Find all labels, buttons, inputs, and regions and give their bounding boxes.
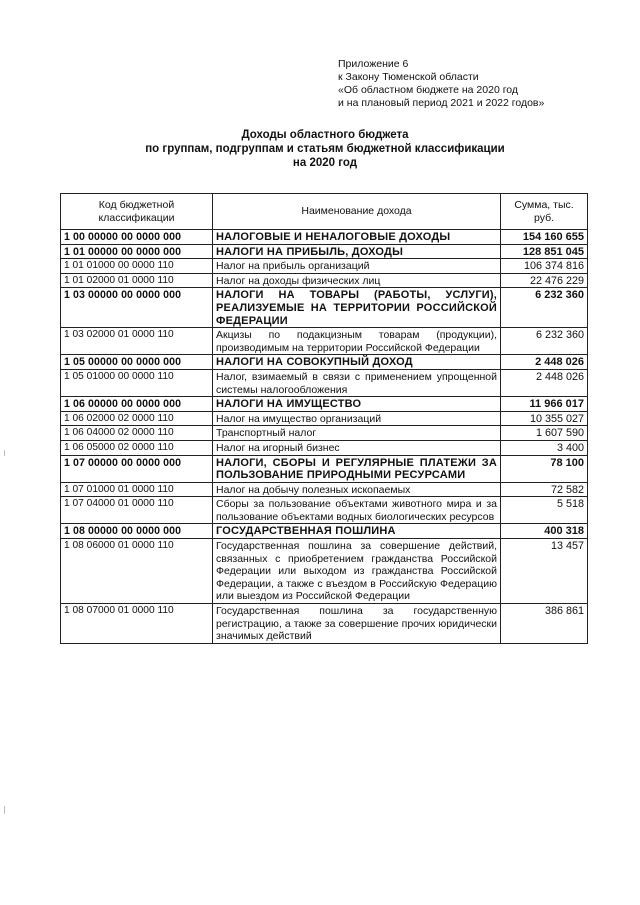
row-amount: 78 100 bbox=[501, 455, 588, 482]
title-line: на 2020 год bbox=[292, 157, 358, 169]
header-amount: Сумма, тыс. руб. bbox=[501, 194, 588, 230]
row-amount: 128 851 045 bbox=[501, 244, 588, 259]
row-code: 1 00 00000 00 0000 000 bbox=[61, 230, 213, 245]
row-code: 1 06 00000 00 0000 000 bbox=[61, 397, 213, 412]
row-amount: 154 160 655 bbox=[501, 230, 588, 245]
row-amount: 1 607 590 bbox=[501, 426, 588, 441]
appendix-line: Приложение 6 bbox=[338, 58, 409, 70]
row-code: 1 08 07000 01 0000 110 bbox=[61, 604, 213, 644]
row-name: Налог на прибыль организаций bbox=[213, 259, 501, 274]
document-title bbox=[60, 128, 590, 170]
title-line: Доходы областного бюджета bbox=[241, 129, 409, 141]
row-name: ГОСУДАРСТВЕННАЯ ПОШЛИНА bbox=[213, 524, 501, 539]
row-code: 1 01 00000 00 0000 000 bbox=[61, 244, 213, 259]
table-row bbox=[61, 411, 588, 426]
row-name: Налог на доходы физических лиц bbox=[213, 273, 501, 288]
row-code: 1 06 05000 02 0000 110 bbox=[61, 440, 213, 455]
row-name: НАЛОГИ НА СОВОКУПНЫЙ ДОХОД bbox=[213, 355, 501, 370]
row-amount: 11 966 017 bbox=[501, 397, 588, 412]
header-name: Наименование дохода bbox=[213, 194, 501, 230]
row-code: 1 03 00000 00 0000 000 bbox=[61, 288, 213, 328]
row-code: 1 05 00000 00 0000 000 bbox=[61, 355, 213, 370]
table-row bbox=[61, 539, 588, 604]
row-amount: 5 518 bbox=[501, 497, 588, 524]
scan-edge-mark-bottom bbox=[4, 806, 5, 814]
row-name: Налог на имущество организаций bbox=[213, 411, 501, 426]
row-name: Налог на добычу полезных ископаемых bbox=[213, 482, 501, 497]
row-name: НАЛОГОВЫЕ И НЕНАЛОГОВЫЕ ДОХОДЫ bbox=[213, 230, 501, 245]
appendix-line: «Об областном бюджете на 2020 год bbox=[338, 84, 519, 96]
table-row bbox=[61, 230, 588, 245]
table-header-row bbox=[61, 194, 588, 230]
table-row bbox=[61, 482, 588, 497]
table-row bbox=[61, 328, 588, 355]
row-amount: 6 232 360 bbox=[501, 328, 588, 355]
table-row bbox=[61, 244, 588, 259]
row-code: 1 07 00000 00 0000 000 bbox=[61, 455, 213, 482]
row-amount: 2 448 026 bbox=[501, 369, 588, 396]
table-row bbox=[61, 355, 588, 370]
header-code: Код бюджетной классификации bbox=[61, 194, 213, 230]
revenue-table bbox=[60, 193, 588, 644]
row-name: НАЛОГИ НА ИМУЩЕСТВО bbox=[213, 397, 501, 412]
row-code: 1 08 06000 01 0000 110 bbox=[61, 539, 213, 604]
row-amount: 13 457 bbox=[501, 539, 588, 604]
row-amount: 22 476 229 bbox=[501, 273, 588, 288]
row-code: 1 05 01000 00 0000 110 bbox=[61, 369, 213, 396]
row-name: Акцизы по подакцизным товарам (продукции), производимым на территории Российской Федерации bbox=[213, 328, 501, 355]
table-row bbox=[61, 604, 588, 644]
appendix-note bbox=[338, 58, 628, 110]
table-row bbox=[61, 426, 588, 441]
table-row bbox=[61, 288, 588, 328]
row-amount: 2 448 026 bbox=[501, 355, 588, 370]
row-name: Государственная пошлина за совершение действий, связанных с приобретением гражданства Российской Федерации или выходом из гражданства Российской Федерации, а также с въездом в Российскую Федерацию или выездом из Российской Федерации bbox=[213, 539, 501, 604]
table-body bbox=[61, 230, 588, 644]
row-code: 1 01 02000 01 0000 110 bbox=[61, 273, 213, 288]
table-row bbox=[61, 497, 588, 524]
row-amount: 400 318 bbox=[501, 524, 588, 539]
table-row bbox=[61, 524, 588, 539]
row-code: 1 07 01000 01 0000 110 bbox=[61, 482, 213, 497]
row-code: 1 06 04000 02 0000 110 bbox=[61, 426, 213, 441]
row-code: 1 08 00000 00 0000 000 bbox=[61, 524, 213, 539]
row-code: 1 01 01000 00 0000 110 bbox=[61, 259, 213, 274]
appendix-line: и на плановый период 2021 и 2022 годов» bbox=[338, 97, 545, 109]
row-name: НАЛОГИ НА ПРИБЫЛЬ, ДОХОДЫ bbox=[213, 244, 501, 259]
row-amount: 3 400 bbox=[501, 440, 588, 455]
row-amount: 6 232 360 bbox=[501, 288, 588, 328]
table-row bbox=[61, 273, 588, 288]
row-amount: 106 374 816 bbox=[501, 259, 588, 274]
row-amount: 10 355 027 bbox=[501, 411, 588, 426]
row-code: 1 06 02000 02 0000 110 bbox=[61, 411, 213, 426]
row-name: НАЛОГИ, СБОРЫ И РЕГУЛЯРНЫЕ ПЛАТЕЖИ ЗА ПОЛЬЗОВАНИЕ ПРИРОДНЫМИ РЕСУРСАМИ bbox=[213, 455, 501, 482]
row-amount: 386 861 bbox=[501, 604, 588, 644]
table-row bbox=[61, 440, 588, 455]
row-name: НАЛОГИ НА ТОВАРЫ (РАБОТЫ, УСЛУГИ), РЕАЛИЗУЕМЫЕ НА ТЕРРИТОРИИ РОССИЙСКОЙ ФЕДЕРАЦИИ bbox=[213, 288, 501, 328]
title-line: по группам, подгруппам и статьям бюджетной классификации bbox=[145, 143, 505, 155]
table-row bbox=[61, 397, 588, 412]
row-name: Государственная пошлина за государственную регистрацию, а также за совершение прочих юридически значимых действий bbox=[213, 604, 501, 644]
table-row bbox=[61, 369, 588, 396]
table-row bbox=[61, 455, 588, 482]
scan-edge-mark-top bbox=[4, 450, 5, 456]
row-name: Транспортный налог bbox=[213, 426, 501, 441]
row-amount: 72 582 bbox=[501, 482, 588, 497]
row-name: Налог, взимаемый в связи с применением упрощенной системы налогообложения bbox=[213, 369, 501, 396]
row-name: Сборы за пользование объектами животного мира и за пользование объектами водных биологических ресурсов bbox=[213, 497, 501, 524]
appendix-line: к Закону Тюменской области bbox=[338, 71, 479, 83]
row-name: Налог на игорный бизнес bbox=[213, 440, 501, 455]
row-code: 1 03 02000 01 0000 110 bbox=[61, 328, 213, 355]
table-row bbox=[61, 259, 588, 274]
row-code: 1 07 04000 01 0000 110 bbox=[61, 497, 213, 524]
